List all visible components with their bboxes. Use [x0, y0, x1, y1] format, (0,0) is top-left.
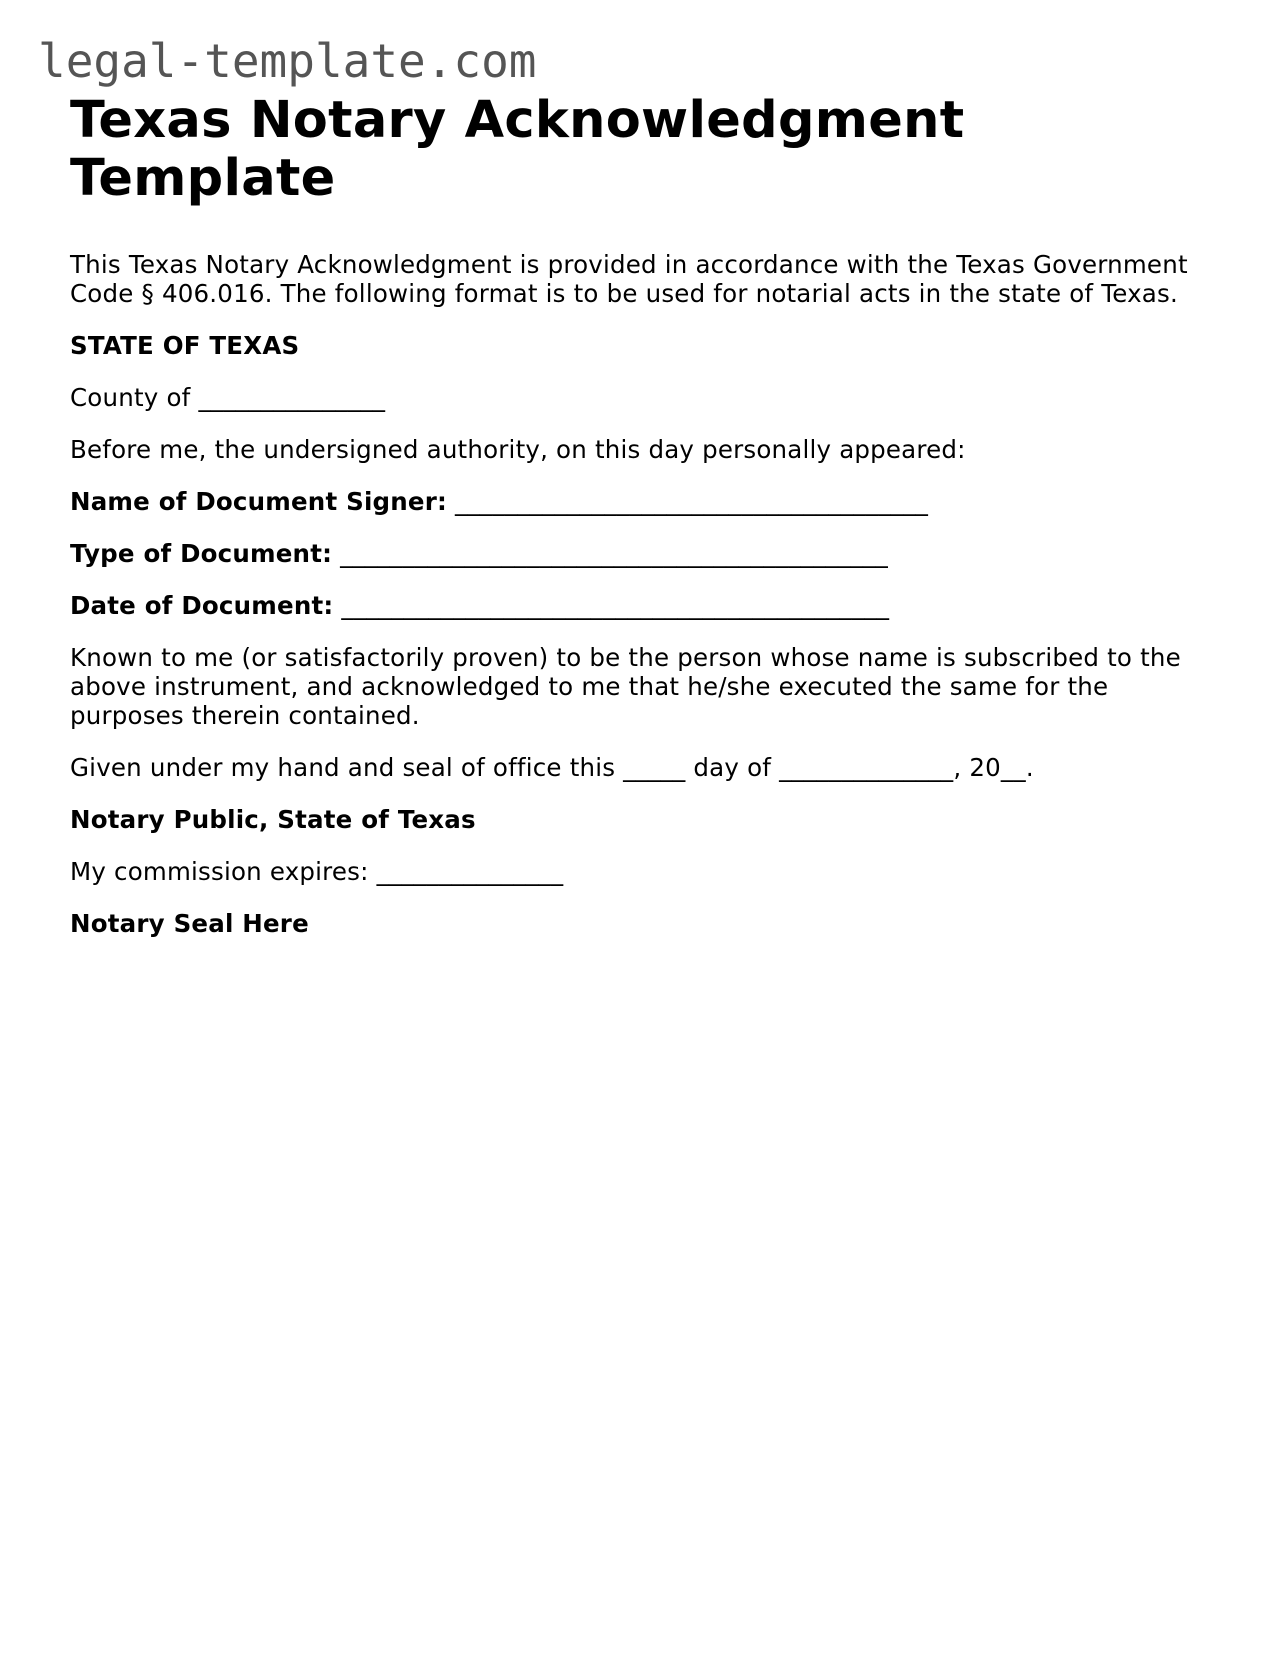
given-under-line: Given under my hand and seal of office this _____ day of ______________, 20__.	[70, 753, 1034, 782]
document-type-blank[interactable]: ____________________________________________	[340, 539, 888, 568]
known-to-me-paragraph: Known to me (or satisfactorily proven) to be the person whose name is subscribed to the above instrument, and acknowledged to me that he/she executed the same for the purposes therein contained.	[70, 643, 1181, 730]
intro-paragraph: This Texas Notary Acknowledgment is provided in accordance with the Texas Government Code § 406.016. The following format is to be used for notarial acts in the state of Texas.	[70, 250, 1188, 308]
notary-public-heading: Notary Public, State of Texas	[70, 805, 476, 834]
document-date-label: Date of Document:	[70, 591, 334, 620]
page-title: Texas Notary Acknowledgment Template	[70, 91, 965, 208]
document-type-field	[70, 539, 1220, 568]
notary-seal-heading: Notary Seal Here	[70, 909, 309, 938]
watermark-text: legal-template.com	[38, 34, 537, 88]
state-heading: STATE OF TEXAS	[70, 331, 300, 360]
document-date-field	[70, 591, 1220, 620]
county-line: County of _______________	[70, 383, 386, 412]
signer-label: Name of Document Signer:	[70, 487, 448, 516]
document-type-label: Type of Document:	[70, 539, 333, 568]
before-me-line: Before me, the undersigned authority, on this day personally appeared:	[70, 435, 966, 464]
commission-expires-line: My commission expires: _______________	[70, 857, 564, 886]
document-page	[70, 92, 1220, 961]
document-date-blank[interactable]: ____________________________________________	[341, 591, 890, 620]
signer-field	[70, 487, 1220, 516]
signer-blank[interactable]: ______________________________________	[455, 487, 929, 516]
